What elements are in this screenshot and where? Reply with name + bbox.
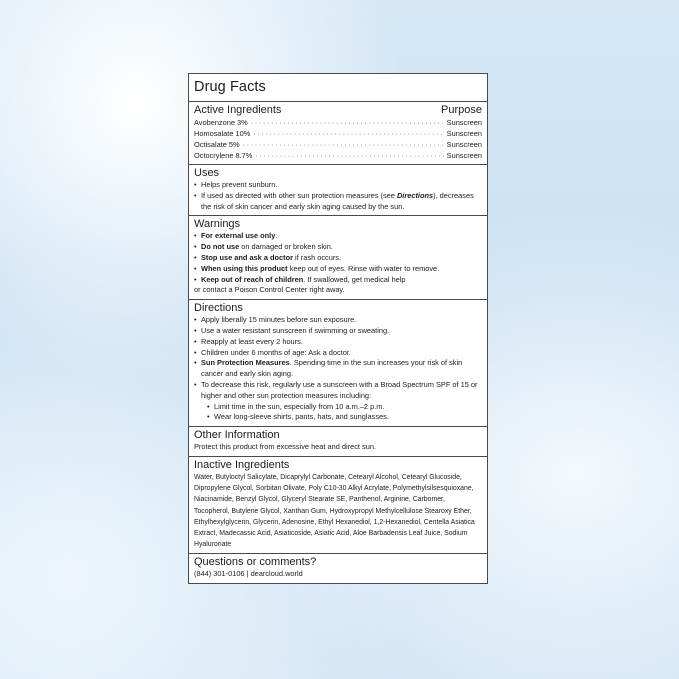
list-item: [194, 285, 482, 296]
ingredient-name: Octisalate 5%: [194, 140, 240, 149]
uses-item-text: ), decreases the risk of skin cancer and early skin aging caused by the sun.: [201, 190, 474, 211]
list-item: [194, 191, 482, 213]
questions-section: [189, 553, 487, 583]
active-ingredient-row: [194, 117, 482, 128]
warning-text: if rash occurs.: [293, 252, 342, 262]
drug-facts-title: Drug Facts: [194, 79, 266, 95]
warning-bold: Do not use: [201, 242, 240, 252]
ingredient-purpose: Sunscreen: [446, 129, 482, 138]
warning-bold: Stop use and ask a doctor: [201, 252, 293, 262]
list-item: [194, 231, 482, 242]
direction-text: Children under 6 months of age: Ask a doctor.: [201, 347, 351, 357]
uses-list: [194, 180, 482, 212]
uses-section: [189, 164, 487, 215]
directions-heading: Directions: [194, 302, 243, 315]
warning-text: or contact a Poison Control Center right away.: [194, 285, 345, 295]
warning-text: keep out of eyes. Rinse with water to remove.: [287, 263, 440, 273]
questions-heading: Questions or comments?: [194, 556, 317, 569]
contact-text: (844) 301-0106 | dearcloud.world: [194, 569, 303, 579]
direction-text: . Spending time in the sun increases your risk of skin cancer and early skin aging.: [201, 358, 463, 379]
active-ingredient-row: [194, 139, 482, 150]
ingredient-name: Avobenzone 3%: [194, 118, 248, 127]
warning-text: . If swallowed, get medical help: [303, 274, 406, 284]
list-item: [194, 402, 482, 413]
warning-text: on damaged or broken skin.: [239, 242, 333, 252]
leader-dots: [243, 139, 444, 150]
uses-heading: Uses: [194, 167, 220, 179]
list-item: [194, 337, 482, 348]
ingredient-name: Octocrylene 8.7%: [194, 151, 253, 160]
ingredient-purpose: Sunscreen: [446, 151, 482, 160]
active-ingredient-row: [194, 128, 482, 139]
active-ingredients-heading: Active Ingredients: [194, 104, 282, 116]
other-information-heading: Other Information: [194, 429, 280, 442]
active-ingredients-header: [194, 104, 482, 117]
leader-dots: [251, 117, 444, 128]
list-item: [194, 180, 482, 191]
inactive-ingredients-section: [189, 456, 487, 553]
purpose-heading: Purpose: [441, 104, 482, 116]
list-item: [194, 380, 482, 402]
list-item: [194, 412, 482, 423]
warning-text: .: [275, 231, 278, 241]
direction-text: Use a water resistant sunscreen if swimming or sweating.: [201, 325, 390, 335]
ingredient-purpose: Sunscreen: [446, 140, 482, 149]
warning-bold: When using this product: [201, 263, 288, 273]
list-item: [194, 264, 482, 275]
warnings-section: [189, 215, 487, 299]
ingredient-purpose: Sunscreen: [446, 118, 482, 127]
uses-item-text: If used as directed with other sun protection measures (see: [201, 190, 397, 200]
inactive-ingredients-heading: Inactive Ingredients: [194, 458, 290, 471]
warning-bold: For external use only: [201, 231, 276, 241]
leader-dots: [255, 150, 443, 161]
direction-text: Apply liberally 15 minutes before sun exposure.: [201, 315, 357, 325]
leader-dots: [253, 128, 443, 139]
list-item: [194, 326, 482, 337]
title-section: [189, 74, 487, 101]
direction-text: Limit time in the sun, especially from 10 a.m.–2 p.m.: [214, 401, 385, 411]
other-information-text: Protect this product from excessive heat and direct sun.: [194, 442, 376, 452]
list-item: [194, 348, 482, 359]
directions-reference: Directions: [396, 190, 434, 200]
warning-bold: Keep out of reach of children: [201, 274, 304, 284]
list-item: [194, 358, 482, 380]
list-item: [194, 242, 482, 253]
list-item: [194, 253, 482, 264]
active-ingredients-section: [189, 101, 487, 164]
direction-text: Wear long-sleeve shirts, pants, hats, and sunglasses.: [214, 412, 389, 422]
uses-item-text: Helps prevent sunburn.: [201, 180, 278, 189]
inactive-ingredients-text: Water, Butyloctyl Salicylate, Dicaprylyl Carbonate, Cetearyl Alcohol, Cetearyl Glucoside, Dipropylene Glycol, Sorbitan Olivate, Poly C10-30 Alkyl Acrylate, Polymethylsilsesquioxane, Niacinamide, Benzyl Glycol, Glyceryl Stearate SE, Panthenol, Arginine, Carbomer, Tocopherol, Butylene Glycol, Xanthan Gum, Hydroxypropyl Methylcellulose Stearoxy Ether, Ethylhexylglycerin, Glycerin, Adenosine, Ethyl Hexanediol, 1,2-Hexanediol, Centella Asiatica Extract, Madecassic Acid, Asiaticoside, Asiatic Acid, Aloe Barbadensis Leaf Juice, Sodium Hyaluronate: [194, 473, 475, 549]
direction-text: To decrease this risk, regularly use a sunscreen with a Broad Spectrum SPF of 15 or higher and other sun protection measures including:: [201, 379, 478, 400]
other-information-section: [189, 426, 487, 456]
list-item: [194, 275, 482, 286]
drug-facts-panel: [188, 73, 488, 584]
directions-list: [194, 315, 482, 423]
list-item: [194, 315, 482, 326]
directions-section: [189, 299, 487, 426]
warnings-list: [194, 231, 482, 296]
direction-bold: Sun Protection Measures: [201, 358, 290, 368]
ingredient-name: Homosalate 10%: [194, 129, 251, 138]
direction-text: Reapply at least every 2 hours.: [201, 336, 303, 346]
warnings-heading: Warnings: [194, 218, 241, 231]
active-ingredient-row: [194, 150, 482, 161]
